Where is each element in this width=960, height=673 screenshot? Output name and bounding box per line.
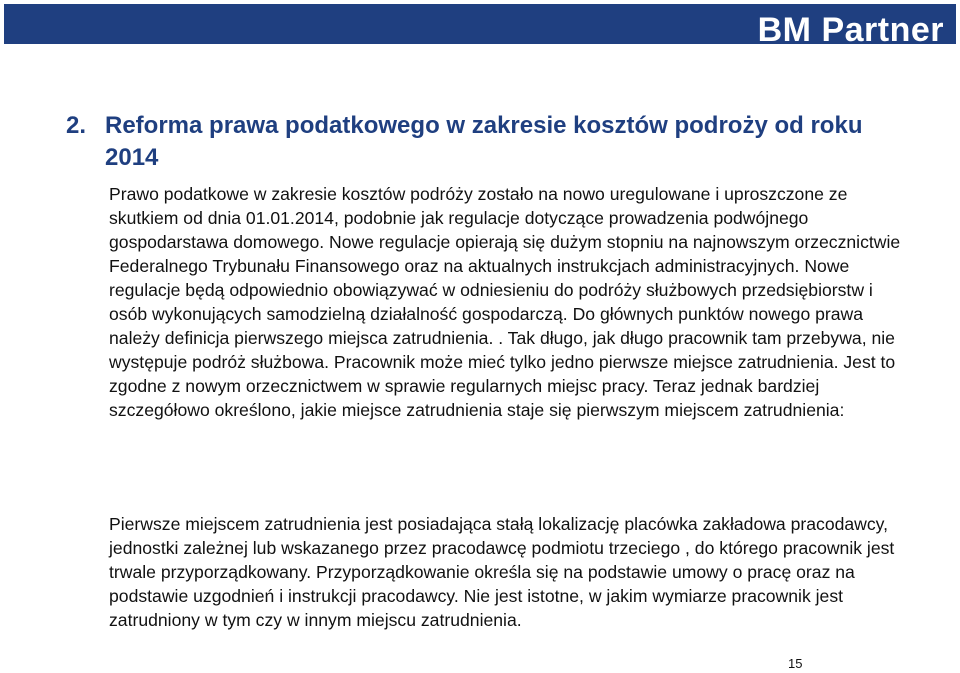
page-number: 15 xyxy=(788,656,803,671)
section-title-text: Reforma prawa podatkowego w zakresie kosztów podroży od roku 2014 xyxy=(105,112,863,171)
brand-logo-text: BM Partner xyxy=(757,11,944,49)
section-title xyxy=(66,110,886,174)
section-number: 2. xyxy=(66,112,87,139)
body-paragraph-1: Prawo podatkowe w zakresie kosztów podróży zostało na nowo uregulowane i uproszczone ze skutkiem od dnia 01.01.2014, podobnie jak regulacje dotyczące prowadzenia podwójnego gospodarstawa domowego. Nowe regulacje opierają się dużym stopniu na najnowszym orzecznictwie Federalnego Trybunału Finansowego oraz na aktualnych instrukcjach administracyjnych. Nowe regulacje będą odpowiednio obowiązywać w odniesieniu do podróży służbowych przedsiębiorstw i osób wykonujących samodzielną działalność gospodarczą. Do głównych punktów nowego prawa należy definicja pierwszego miejsca zatrudnienia. . Tak długo, jak długo pracownik tam przebywa, nie występuje podróż służbowa. Pracownik może mieć tylko jedno pierwsze miejsce zatrudnienia. Jest to zgodne z nowym orzecznictwem w sprawie regularnych miejsc pracy. Teraz jednak bardziej szczegółowo określono, jakie miejsce zatrudnienia staje się pierwszym miejscem zatrudnienia: xyxy=(109,184,901,420)
header-bar xyxy=(4,4,956,49)
body-paragraph-2: Pierwsze miejscem zatrudnienia jest posiadająca stałą lokalizację placówka zakładowa pracodawcy, jednostki zależnej lub wskazanego przez pracodawcę podmiotu trzeciego , do którego pracownik jest trwale przyporządkowany. Przyporządkowanie określa się na podstawie umowy o pracę oraz na podstawie uzgodnień i instrukcji pracodawcy. Nie jest istotne, w jakim wymiarze pracownik jest zatrudniony w tym czy w innym miejscu zatrudnienia. xyxy=(109,514,895,630)
